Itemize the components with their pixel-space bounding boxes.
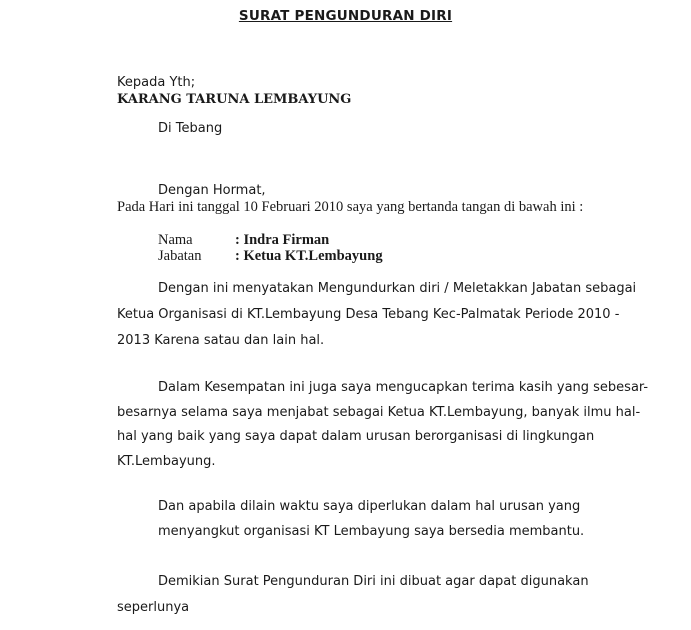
letter-title: SURAT PENGUNDURAN DIRI [238,8,453,24]
paragraph2-line1: Dalam Kesempatan ini juga saya mengucapkan terima kasih yang sebesar- [158,380,649,395]
intro-line: Pada Hari ini tanggal 10 Februari 2010 saya yang bertanda tangan di bawah ini : [117,199,584,215]
recipient-name: KARANG TARUNA LEMBAYUNG [117,92,352,107]
position-label: Jabatan [158,248,202,264]
recipient-location: Di Tebang [158,121,223,136]
paragraph1-line3: 2013 Karena satau dan lain hal. [117,333,325,348]
paragraph3-line2: menyangkut organisasi KT Lembayung saya bersedia membantu. [158,524,585,539]
paragraph1-line1: Dengan ini menyatakan Mengundurkan diri / Meletakkan Jabatan sebagai [158,281,637,296]
recipient-prefix: Kepada Yth; [117,75,196,90]
paragraph1-line2: Ketua Organisasi di KT.Lembayung Desa Tebang Kec-Palmatak Periode 2010 - [117,307,620,322]
paragraph4-line2: seperlunya [117,600,190,615]
paragraph2-line2: besarnya selama saya menjabat sebagai Ketua KT.Lembayung, banyak ilmu hal- [117,405,641,420]
paragraph2-line3: hal yang baik yang saya dapat dalam urusan berorganisasi di lingkungan [117,429,595,444]
name-label: Nama [158,232,193,248]
greeting: Dengan Hormat, [158,183,266,198]
name-value: : Indra Firman [235,232,330,248]
paragraph3-line1: Dan apabila dilain waktu saya diperlukan dalam hal urusan yang [158,499,581,514]
paragraph2-line4: KT.Lembayung. [117,454,216,469]
position-value: : Ketua KT.Lembayung [235,248,383,264]
paragraph4-line1: Demikian Surat Pengunduran Diri ini dibuat agar dapat digunakan [158,574,589,589]
